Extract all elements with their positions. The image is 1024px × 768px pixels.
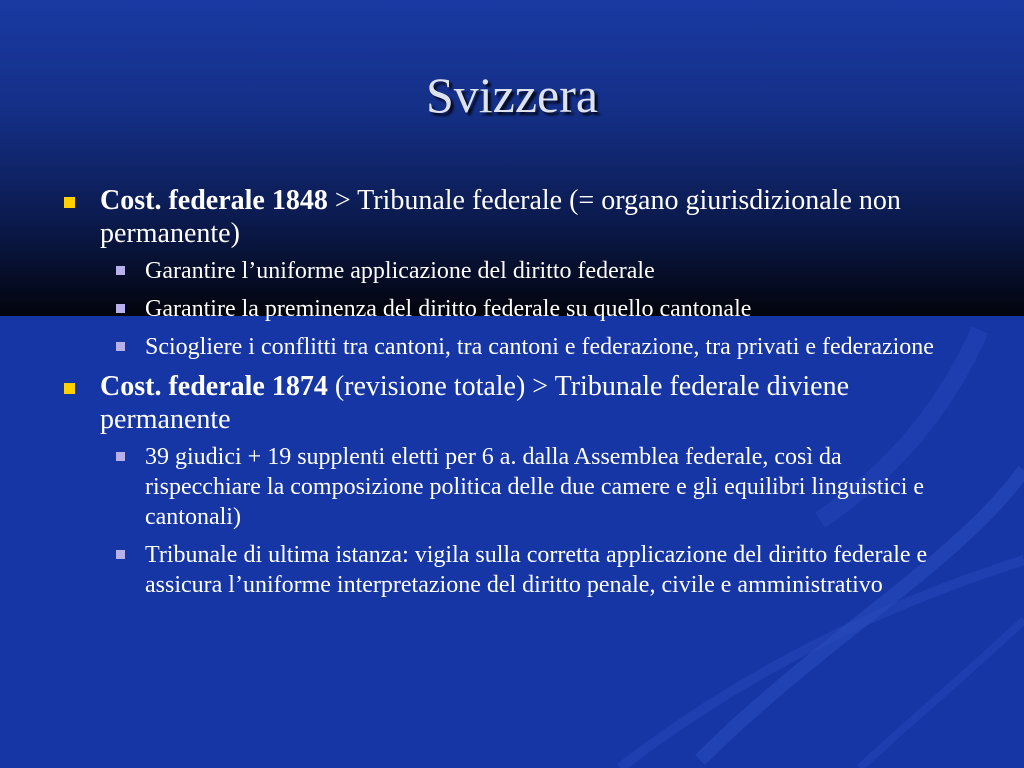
sub-bullet-text: 39 giudici + 19 supplenti eletti per 6 a. dalla Assemblea federale, così da rispecchiare la composizione politica delle due camere e gli equilibri linguistici e cantonali): [145, 444, 925, 530]
bullet-list: [62, 184, 962, 608]
sub-bullet-item: [62, 332, 962, 362]
bullet-item-1: [62, 184, 962, 250]
square-bullet-icon: [116, 342, 125, 351]
sub-bullet-text: Sciogliere i conflitti tra cantoni, tra cantoni e federazione, tra privati e federazione: [145, 334, 934, 360]
square-bullet-icon: [116, 304, 125, 313]
bullet-item-2-bold: Cost. federale 1874: [100, 371, 328, 402]
slide-title: Svizzera: [425, 67, 599, 123]
square-bullet-icon: [116, 266, 125, 275]
sub-bullet-text: Garantire l’uniforme applicazione del diritto federale: [145, 258, 655, 284]
sub-bullet-item: [62, 256, 962, 286]
sub-bullet-item: [62, 540, 962, 600]
square-bullet-icon: [116, 452, 125, 461]
square-bullet-icon: [64, 197, 75, 208]
sub-bullet-item: [62, 442, 962, 532]
square-bullet-icon: [64, 383, 75, 394]
sub-bullet-text: Tribunale di ultima istanza: vigila sulla corretta applicazione del diritto federale e assicura l’uniforme interpretazione del diritto penale, civile e amministrativo: [145, 542, 928, 598]
sub-bullet-item: [62, 294, 962, 324]
square-bullet-icon: [116, 550, 125, 559]
bullet-item-1-bold: Cost. federale 1848: [100, 185, 328, 216]
bullet-item-2: [62, 370, 962, 436]
bullet-item-1-text: > Tribunale federale (= organo giurisdizionale non permanente): [100, 185, 901, 249]
sub-bullet-text: Garantire la preminenza del diritto federale su quello cantonale: [145, 296, 752, 322]
bullet-item-2-text: (revisione totale) > Tribunale federale diviene permanente: [100, 371, 849, 435]
